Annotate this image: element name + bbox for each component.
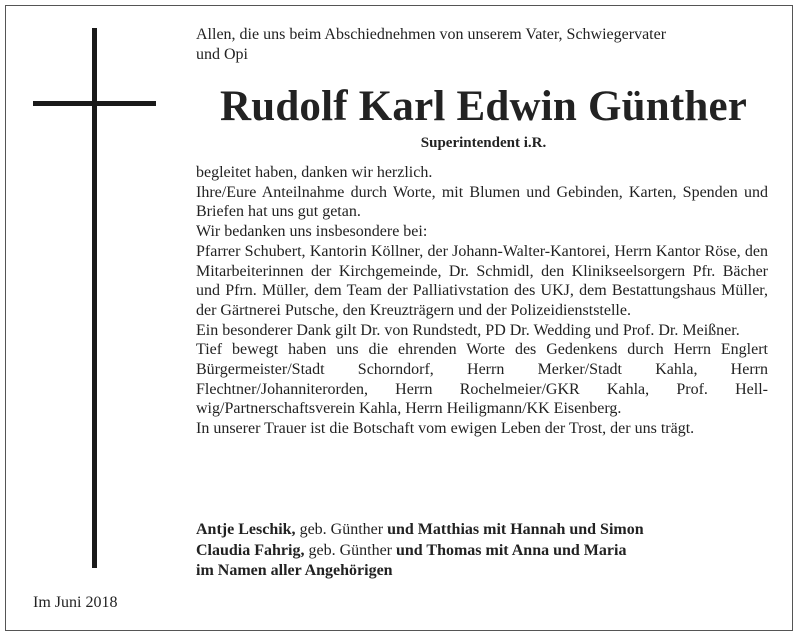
signature-family: und Thomas mit Anna und Maria <box>396 541 627 559</box>
signature-name: Antje Leschik, <box>196 521 296 538</box>
signature-all-relatives: im Namen aller Angehörigen <box>196 562 393 579</box>
signature-born: geb. Günther <box>295 521 388 538</box>
paragraph: Pfarrer Schubert, Kantorin Köllner, der Johann-Walter-Kantorei, Herrn Kantor Röse, den Mitarbeiterinnen der Kirchgemeinde, Dr. Schmidl, den Klinikseelsorgern Pfr. Bächer und Pfrn. Müller, dem Team der Palliativstation des UKJ, dem Bestattungshaus Müller, der Gärtnerei Putsche, den Kreuzträgern und der Polizeidienststelle. <box>196 242 768 319</box>
paragraph: Ein besonderer Dank gilt Dr. von Rundstedt, PD Dr. Wedding und Prof. Dr. Meißner. <box>196 321 740 339</box>
cross-icon <box>92 28 97 568</box>
thanks-body <box>196 163 768 439</box>
paragraph: Tief bewegt haben uns die ehrenden Worte des Gedenkens durch Herrn Englert Bürgermeister/Stadt Schorndorf, Herrn Merker/Stadt Kahla, Herrn Flechtner/Johanniterorden, Herrn Rochelmeier/GKR Kahla, Prof. Hellwig/Partnerschaftsverein Kahla, Herrn Heiligmann/KK Eisenberg. <box>196 341 768 418</box>
signatures <box>196 520 771 582</box>
intro-text <box>196 25 771 65</box>
paragraph: begleitet haben, danken wir herzlich. <box>196 164 433 181</box>
deceased-title: Superintendent i.R. <box>420 135 547 151</box>
notice-date: Im Juni 2018 <box>33 594 118 611</box>
cross-icon-bar <box>33 101 156 106</box>
signature-line <box>196 561 771 582</box>
paragraph: Ihre/Eure Anteilnahme durch Worte, mit Blumen und Gebinden, Karten, Spenden und Briefen hat uns gut getan. <box>196 183 768 221</box>
paragraph: In unserer Trauer ist die Botschaft vom ewigen Leben der Trost, der uns trägt. <box>196 420 695 438</box>
intro-line: und Opi <box>196 46 248 63</box>
deceased-name: Rudolf Karl Edwin Günther <box>219 83 748 130</box>
signature-born: geb. Günther <box>304 541 396 559</box>
paragraph: Wir bedanken uns insbesondere bei: <box>196 223 428 241</box>
signature-family: und Matthias mit Hannah und Simon <box>387 521 644 538</box>
signature-line <box>196 520 771 541</box>
signature-line <box>196 541 771 562</box>
intro-line: Allen, die uns beim Abschiednehmen von unserem Vater, Schwiegervater <box>196 26 667 43</box>
signature-name: Claudia Fahrig, <box>196 541 305 559</box>
